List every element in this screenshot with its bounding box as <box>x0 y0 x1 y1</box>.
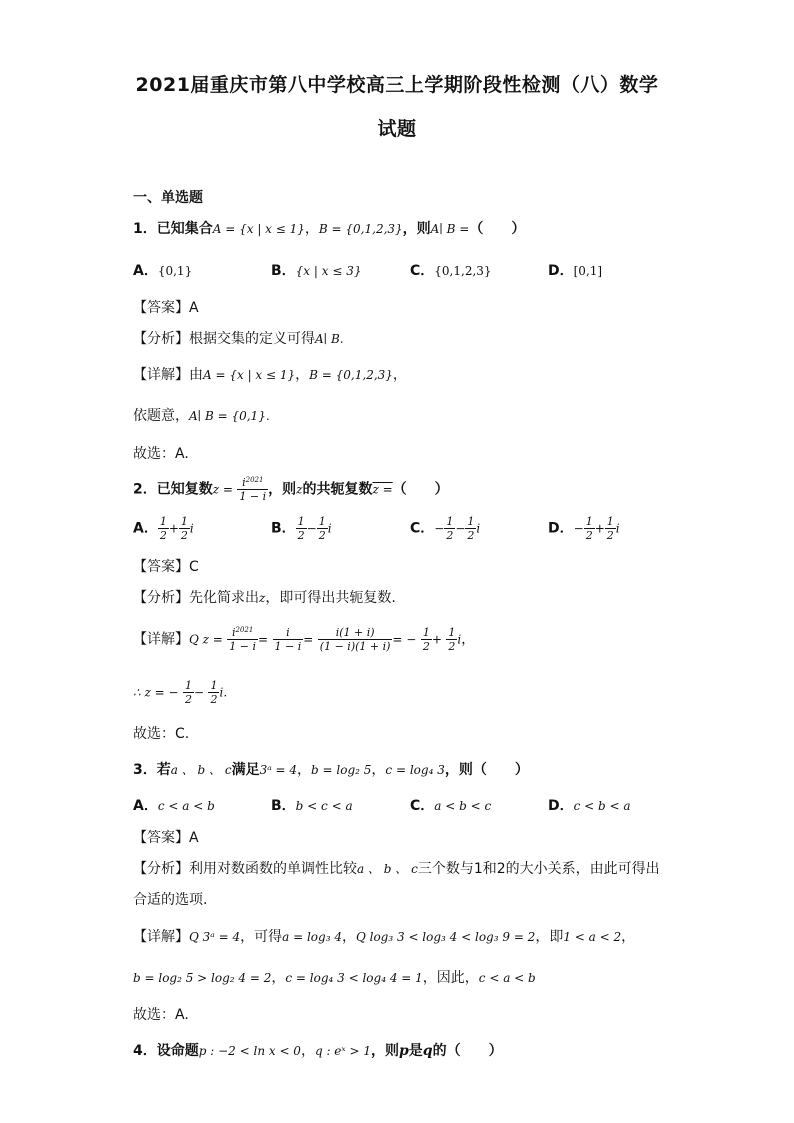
q1-option-b: B．{x | x ≤ 3} <box>271 263 362 279</box>
q1-detail: 【详解】由A = {x | x ≤ 1}，B = {0,1,2,3}， <box>133 367 407 383</box>
q1-choice: 故选：A. <box>133 446 189 462</box>
q3-detail-2: b = log₂ 5 > log₂ 4 = 2，c = log₄ 3 < log₄ 4 = 1，因此，c < a < b <box>133 970 536 986</box>
q3-option-a: A．c < a < b <box>133 798 215 814</box>
q2-conclusion: ∴ z = − $\frac{1}{2}$ − $\frac{1}{2}$ i. <box>133 679 228 706</box>
q3-analysis-2: 合适的选项. <box>133 892 208 908</box>
q1-detail-2: 依题意，A∣ B = {0,1}. <box>133 408 270 424</box>
q1-option-a: A．{0,1} <box>133 263 193 279</box>
q1-stem-b: ，则 <box>402 221 431 237</box>
q1-set-b: B = {0,1,2,3} <box>318 222 403 236</box>
q1-option-d: D．[0,1] <box>548 263 603 279</box>
q2-option-a: A． $\frac{1}{2}$ + $\frac{1}{2}$ i <box>133 515 194 542</box>
q2-answer: 【答案】C <box>133 559 199 575</box>
document-title: 2021届重庆市第八中学校高三上学期阶段性检测（八）数学 <box>135 74 659 96</box>
q3-analysis: 【分析】利用对数函数的单调性比较a 、 b 、 c三个数与1和2的大小关系，由此可得出 <box>133 861 660 877</box>
section-heading: 一、单选题 <box>133 190 203 206</box>
question-1-stem <box>133 218 525 238</box>
q3-option-d: D．c < b < a <box>548 798 631 814</box>
q2-choice: 故选：C. <box>133 726 190 742</box>
question-2-stem: 2．已知复数z = $\frac{i^{2021}}{1 - i}$ ，则z的共轭复数z =（ ） <box>133 476 449 503</box>
q2-option-c: C．− $\frac{1}{2}$ − $\frac{1}{2}$ i <box>410 515 481 542</box>
q1-stem-text: 1．已知集合 <box>133 221 213 237</box>
q1-sep: ， <box>304 221 319 237</box>
q1-set-a: A = {x | x ≤ 1} <box>212 222 305 236</box>
question-3-stem: 3．若a 、 b 、 c满足3ᵃ = 4，b = log₂ 5，c = log₄ 3，则（ ） <box>133 762 529 778</box>
q1-answer: 【答案】A <box>133 300 199 316</box>
q3-answer: 【答案】A <box>133 830 199 846</box>
q2-option-b: B． $\frac{1}{2}$ − $\frac{1}{2}$ i <box>271 515 332 542</box>
q2-fraction: $\frac{i^{2021}}{1 - i}$ <box>239 476 267 503</box>
document-title-line2: 试题 <box>377 118 417 140</box>
question-4-stem: 4．设命题p : −2 < ln x < 0，q : eˣ > 1，则p是q的（ ） <box>133 1043 503 1059</box>
q3-detail: 【详解】Q 3ᵃ = 4，可得a = log₃ 4，Q log₃ 3 < log₃ 4 < log₃ 9 = 2，即1 < a < 2， <box>133 929 636 945</box>
q2-detail: 【详解】Q z = $\frac{i^{2021}}{1 - i}$ = $\frac{i}{1 - i}$ = $\frac{i(1 + i)}{(1 - i)(1 + i)}$ = − $\frac{1}{2}$ + $\frac{1}{2}$ i， <box>133 626 476 653</box>
q3-choice: 故选：A. <box>133 1007 189 1023</box>
q1-analysis: 【分析】根据交集的定义可得A∣ B. <box>133 331 344 347</box>
q1-option-c: C．{0,1,2,3} <box>410 263 492 279</box>
q1-paren: （ ） <box>469 221 526 237</box>
q2-option-d: D．− $\frac{1}{2}$ + $\frac{1}{2}$ i <box>548 515 620 542</box>
q3-option-c: C．a < b < c <box>410 798 492 814</box>
q1-expr: A∣ B = <box>430 222 470 236</box>
q3-option-b: B．b < c < a <box>271 798 353 814</box>
q2-analysis: 【分析】先化简求出z，即可得出共轭复数. <box>133 590 396 606</box>
